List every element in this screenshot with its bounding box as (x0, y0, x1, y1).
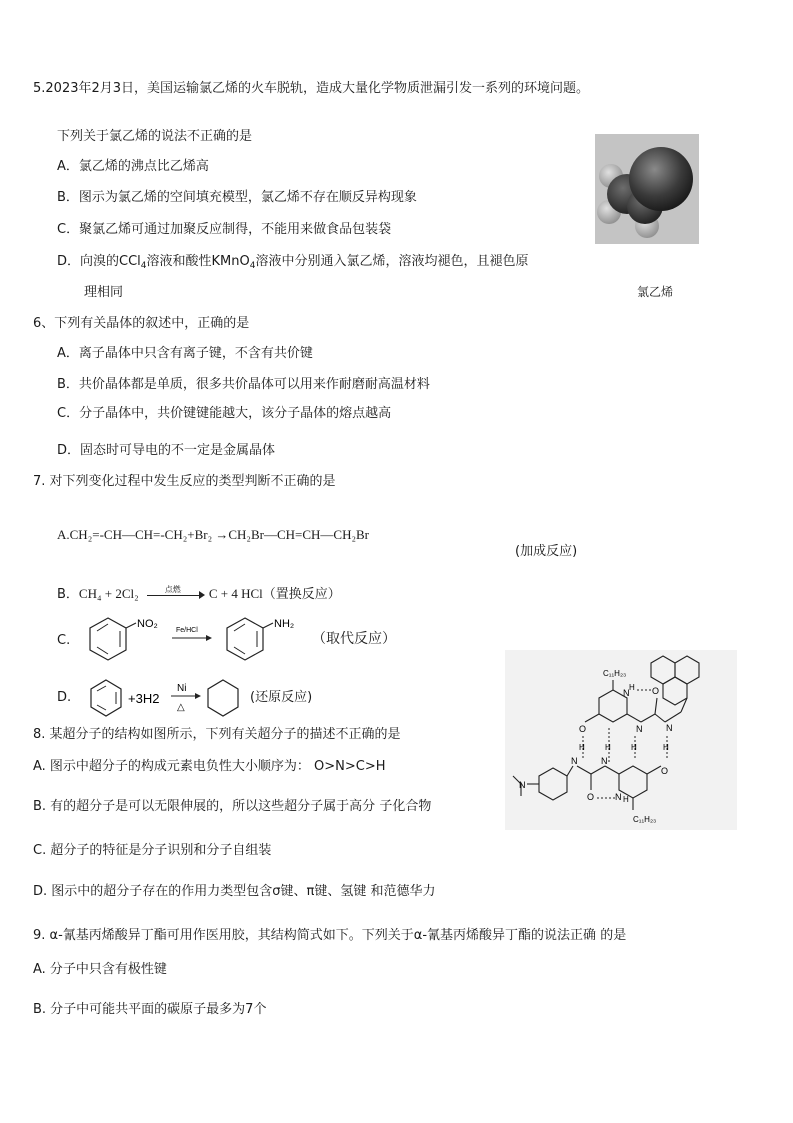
vinyl-chloride-caption: 氯乙烯 (637, 285, 674, 299)
q7-option-b: B．CH₄ + 2Cl₂ 点燃 C + 4 HCl（置换反应） (57, 585, 341, 604)
q5-option-c: C．聚氯乙烯可通过加聚反应制得，不能用来做食品包装袋 (57, 222, 392, 237)
q5-option-d-continued: 理相同 (84, 285, 124, 300)
q5-option-d: D．向溴的CCl$_4$溶液和酸性KMnO$_4$溶液中分别通入氯乙烯，溶液均褪色，且褪色原 (57, 254, 529, 271)
q7-stem: 7. 对下列变化过程中发生反应的类型判断不正确的是 (33, 474, 336, 489)
svg-text:H: H (605, 743, 611, 752)
svg-text:H: H (623, 795, 629, 804)
q7-option-d-label: D. (57, 690, 72, 705)
q7-c-condition: Fe/HCl (176, 627, 198, 634)
svg-text:C₁₁H₂₃: C₁₁H₂₃ (633, 815, 657, 824)
svg-text:H: H (631, 743, 637, 752)
q8-stem: 8. 某超分子的结构如图所示，下列有关超分子的描述不正确的是 (33, 727, 401, 742)
q7-option-a-type: (加成反应) (515, 544, 578, 559)
q8-option-c: C. 超分子的特征是分子识别和分子自组装 (33, 843, 272, 858)
svg-text:H: H (663, 743, 669, 752)
q9-stem: 9. α-氰基丙烯酸异丁酯可用作医用胶，其结构简式如下。下列关于α-氰基丙烯酸异丁酯的说法正确 的是 (33, 928, 627, 943)
svg-text:N: N (571, 756, 578, 766)
q6-option-a: A．离子晶体中只含有离子键，不含有共价键 (57, 346, 313, 361)
svg-text:N: N (519, 780, 526, 790)
q8-option-b: B. 有的超分子是可以无限伸展的，所以这些超分子属于高分 子化合物 (33, 799, 432, 814)
q7-option-c-type: （取代反应） (312, 631, 396, 647)
q5-option-a: A．氯乙烯的沸点比乙烯高 (57, 159, 209, 174)
svg-text:C₁₁H₂₃: C₁₁H₂₃ (603, 669, 627, 678)
q7-option-a: A.CH₂=-CH—CH=-CH₂+Br₂ →CH₂Br—CH=CH—CH₂Br (57, 527, 370, 542)
q8-option-a: A. 图示中超分子的构成元素电负性大小顺序为： O>N>C>H (33, 759, 386, 774)
svg-text:N: N (615, 792, 622, 802)
svg-text:O: O (579, 724, 587, 734)
svg-text:N: N (601, 756, 608, 766)
q7-option-c-label: C. (57, 633, 71, 648)
svg-text:O: O (587, 792, 595, 802)
q7-option-c-reaction (82, 614, 312, 666)
q8-option-d: D. 图示中的超分子存在的作用力类型包含σ键、π键、氢键 和范德华力 (33, 884, 436, 899)
svg-text:H: H (579, 743, 585, 752)
q5-sub-stem: 下列关于氯乙烯的说法不正确的是 (57, 129, 253, 144)
q7-option-d-type: (还原反应) (250, 690, 313, 705)
q7-option-d-reaction (88, 678, 250, 718)
svg-text:H: H (629, 683, 635, 692)
q5-stem: 5.2023年2月3日，美国运输氯乙烯的火车脱轨，造成大量化学物质泄漏引发一系列的环境问题。 (33, 81, 590, 96)
q6-option-d: D．固态时可导电的不一定是金属晶体 (57, 443, 276, 458)
q5-option-b: B．图示为氯乙烯的空间填充模型，氯乙烯不存在顺反异构现象 (57, 190, 417, 205)
svg-text:N: N (623, 688, 630, 698)
vinyl-chloride-model-image (595, 134, 699, 244)
svg-text:O: O (661, 766, 669, 776)
nickel-catalyst: Ni (177, 683, 187, 694)
svg-text:N: N (666, 723, 673, 733)
svg-text:O: O (652, 686, 660, 696)
hydrogen-reagent: +3H2 (128, 691, 160, 706)
q9-option-b: B. 分子中可能共平面的碳原子最多为7个 (33, 1002, 267, 1017)
q9-option-a: A. 分子中只含有极性键 (33, 962, 167, 977)
q6-option-c: C．分子晶体中，共价键键能越大，该分子晶体的熔点越高 (57, 406, 392, 421)
amino-group-label: NH₂ (274, 618, 295, 630)
q6-stem: 6、下列有关晶体的叙述中，正确的是 (33, 316, 250, 331)
heat-symbol: △ (177, 702, 185, 713)
supramolecule-structure-figure (505, 650, 737, 830)
q7-b-condition: 点燃 (164, 584, 181, 594)
q6-option-b: B．共价晶体都是单质，很多共价晶体可以用来作耐磨耐高温材料 (57, 377, 430, 392)
svg-text:N: N (636, 724, 643, 734)
nitro-group-label: NO₂ (137, 618, 158, 630)
